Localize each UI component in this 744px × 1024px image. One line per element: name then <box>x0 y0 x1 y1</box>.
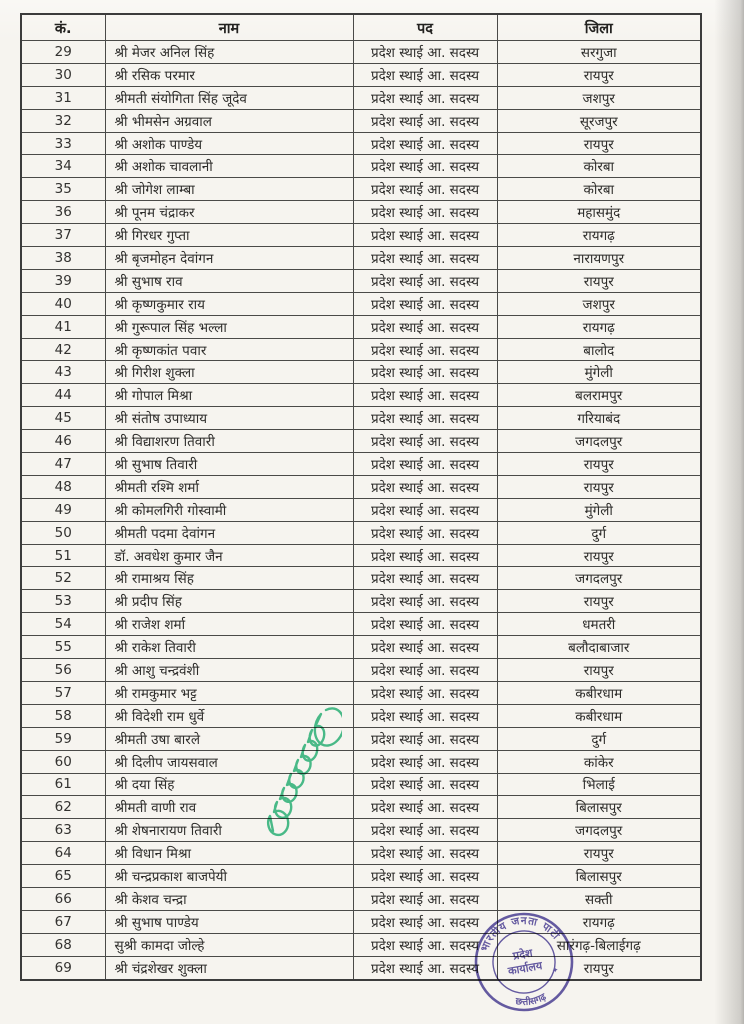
table-row <box>21 956 701 979</box>
table-row <box>21 681 701 704</box>
cell-district: बिलासपुर <box>497 796 701 819</box>
cell-post: प्रदेश स्थाई आ. सदस्य <box>353 453 497 476</box>
cell-name: श्री गिरधर गुप्ता <box>105 224 353 247</box>
cell-no: 54 <box>21 613 105 636</box>
cell-district: रायपुर <box>497 269 701 292</box>
cell-post: प्रदेश स्थाई आ. सदस्य <box>353 361 497 384</box>
cell-no: 43 <box>21 361 105 384</box>
cell-district: रायगढ़ <box>497 910 701 933</box>
cell-post: प्रदेश स्थाई आ. सदस्य <box>353 567 497 590</box>
table-row <box>21 590 701 613</box>
cell-post: प्रदेश स्थाई आ. सदस्य <box>353 865 497 888</box>
member-table <box>20 13 702 981</box>
cell-name: श्रीमती वाणी राव <box>105 796 353 819</box>
table-row <box>21 842 701 865</box>
cell-no: 69 <box>21 956 105 979</box>
cell-name: श्री चंद्रशेखर शुक्ला <box>105 956 353 979</box>
cell-name: श्री राजेश शर्मा <box>105 613 353 636</box>
table-row <box>21 910 701 933</box>
cell-name: डॉ. अवधेश कुमार जैन <box>105 544 353 567</box>
stamp-center-line2: कार्यालय <box>507 959 544 978</box>
cell-name: श्री राकेश तिवारी <box>105 636 353 659</box>
cell-district: मुंगेली <box>497 361 701 384</box>
cell-post: प्रदेश स्थाई आ. सदस्य <box>353 132 497 155</box>
cell-district: कोरबा <box>497 178 701 201</box>
cell-name: श्री संतोष उपाध्याय <box>105 407 353 430</box>
cell-no: 56 <box>21 659 105 682</box>
cell-district: सक्ती <box>497 887 701 910</box>
cell-no: 47 <box>21 453 105 476</box>
cell-post: प्रदेश स्थाई आ. सदस्य <box>353 178 497 201</box>
cell-name: श्री मेजर अनिल सिंह <box>105 41 353 64</box>
cell-district: रायगढ़ <box>497 224 701 247</box>
cell-district: जगदलपुर <box>497 567 701 590</box>
cell-district: कबीरधाम <box>497 681 701 704</box>
cell-name: श्री भीमसेन अग्रवाल <box>105 109 353 132</box>
table-row <box>21 155 701 178</box>
cell-post: प्रदेश स्थाई आ. सदस्य <box>353 247 497 270</box>
cell-name: श्री विदेशी राम धुर्वे <box>105 704 353 727</box>
cell-district: रायपुर <box>497 63 701 86</box>
cell-post: प्रदेश स्थाई आ. सदस्य <box>353 41 497 64</box>
cell-district: सरगुजा <box>497 41 701 64</box>
cell-no: 59 <box>21 727 105 750</box>
cell-name: श्री पूनम चंद्राकर <box>105 201 353 224</box>
table-row <box>21 361 701 384</box>
header-district: जिला <box>497 14 701 41</box>
cell-post: प्रदेश स्थाई आ. सदस्य <box>353 773 497 796</box>
cell-no: 63 <box>21 819 105 842</box>
cell-no: 62 <box>21 796 105 819</box>
table-row <box>21 338 701 361</box>
table-row <box>21 453 701 476</box>
cell-no: 40 <box>21 292 105 315</box>
table-row <box>21 659 701 682</box>
cell-post: प्रदेश स्थाई आ. सदस्य <box>353 430 497 453</box>
member-table-header <box>21 14 701 41</box>
cell-post: प्रदेश स्थाई आ. सदस्य <box>353 613 497 636</box>
cell-district: भिलाई <box>497 773 701 796</box>
cell-no: 35 <box>21 178 105 201</box>
cell-district: रायपुर <box>497 842 701 865</box>
cell-no: 55 <box>21 636 105 659</box>
cell-no: 68 <box>21 933 105 956</box>
cell-name: श्रीमती उषा बारले <box>105 727 353 750</box>
cell-post: प्रदेश स्थाई आ. सदस्य <box>353 498 497 521</box>
cell-no: 38 <box>21 247 105 270</box>
cell-no: 45 <box>21 407 105 430</box>
cell-district: बलौदाबाजार <box>497 636 701 659</box>
cell-name: श्री सुभाष राव <box>105 269 353 292</box>
cell-district: रायपुर <box>497 659 701 682</box>
cell-no: 32 <box>21 109 105 132</box>
table-row <box>21 41 701 64</box>
cell-district: रायपुर <box>497 453 701 476</box>
cell-district: गरियाबंद <box>497 407 701 430</box>
table-row <box>21 933 701 956</box>
cell-name: श्री विधान मिश्रा <box>105 842 353 865</box>
table-row <box>21 269 701 292</box>
cell-post: प्रदेश स्थाई आ. सदस्य <box>353 338 497 361</box>
cell-district: जगदलपुर <box>497 819 701 842</box>
cell-district: सूरजपुर <box>497 109 701 132</box>
cell-post: प्रदेश स्थाई आ. सदस्य <box>353 796 497 819</box>
cell-post: प्रदेश स्थाई आ. सदस्य <box>353 750 497 773</box>
cell-name: श्रीमती संयोगिता सिंह जूदेव <box>105 86 353 109</box>
header-name: नाम <box>105 14 353 41</box>
cell-name: श्री कोमलगिरी गोस्वामी <box>105 498 353 521</box>
cell-district: रायपुर <box>497 132 701 155</box>
table-row <box>21 773 701 796</box>
cell-post: प्रदेश स्थाई आ. सदस्य <box>353 155 497 178</box>
table-row <box>21 567 701 590</box>
cell-no: 37 <box>21 224 105 247</box>
table-row <box>21 86 701 109</box>
cell-no: 66 <box>21 887 105 910</box>
cell-name: श्री जोगेश लाम्बा <box>105 178 353 201</box>
cell-district: सारंगढ़-बिलाईगढ़ <box>497 933 701 956</box>
cell-post: प्रदेश स्थाई आ. सदस्य <box>353 521 497 544</box>
cell-post: प्रदेश स्थाई आ. सदस्य <box>353 86 497 109</box>
cell-no: 61 <box>21 773 105 796</box>
table-row <box>21 63 701 86</box>
cell-name: श्रीमती पदमा देवांगन <box>105 521 353 544</box>
cell-no: 39 <box>21 269 105 292</box>
cell-district: जगदलपुर <box>497 430 701 453</box>
table-row <box>21 178 701 201</box>
table-row <box>21 636 701 659</box>
cell-no: 50 <box>21 521 105 544</box>
table-row <box>21 704 701 727</box>
cell-post: प्रदेश स्थाई आ. सदस्य <box>353 407 497 430</box>
cell-name: श्री रामाश्रय सिंह <box>105 567 353 590</box>
table-row <box>21 407 701 430</box>
cell-name: श्री दया सिंह <box>105 773 353 796</box>
cell-no: 67 <box>21 910 105 933</box>
cell-no: 34 <box>21 155 105 178</box>
cell-post: प्रदेश स्थाई आ. सदस्य <box>353 704 497 727</box>
header-row <box>21 14 701 41</box>
cell-post: प्रदेश स्थाई आ. सदस्य <box>353 681 497 704</box>
table-row <box>21 750 701 773</box>
cell-name: श्री सुभाष पाण्डेय <box>105 910 353 933</box>
cell-name: श्री अशोक चावलानी <box>105 155 353 178</box>
cell-no: 31 <box>21 86 105 109</box>
cell-name: श्री आशु चन्द्रवंशी <box>105 659 353 682</box>
table-row <box>21 544 701 567</box>
cell-name: श्री अशोक पाण्डेय <box>105 132 353 155</box>
table-row <box>21 521 701 544</box>
table-row <box>21 865 701 888</box>
cell-post: प्रदेश स्थाई आ. सदस्य <box>353 956 497 979</box>
cell-no: 46 <box>21 430 105 453</box>
cell-post: प्रदेश स्थाई आ. सदस्य <box>353 384 497 407</box>
header-post: पद <box>353 14 497 41</box>
cell-name: श्री कृष्णकुमार राय <box>105 292 353 315</box>
cell-post: प्रदेश स्थाई आ. सदस्य <box>353 292 497 315</box>
cell-no: 30 <box>21 63 105 86</box>
cell-district: रायपुर <box>497 475 701 498</box>
cell-name: श्री रामकुमार भट्ट <box>105 681 353 704</box>
cell-no: 48 <box>21 475 105 498</box>
cell-district: कबीरधाम <box>497 704 701 727</box>
cell-post: प्रदेश स्थाई आ. सदस्य <box>353 590 497 613</box>
cell-name: सुश्री कामदा जोल्हे <box>105 933 353 956</box>
member-table-body <box>21 41 701 980</box>
table-row <box>21 727 701 750</box>
cell-no: 36 <box>21 201 105 224</box>
cell-post: प्रदेश स्थाई आ. सदस्य <box>353 636 497 659</box>
cell-district: बालोद <box>497 338 701 361</box>
cell-post: प्रदेश स्थाई आ. सदस्य <box>353 659 497 682</box>
cell-name: श्री सुभाष तिवारी <box>105 453 353 476</box>
cell-no: 60 <box>21 750 105 773</box>
table-row <box>21 224 701 247</box>
cell-district: रायपुर <box>497 590 701 613</box>
cell-name: श्री केशव चन्द्रा <box>105 887 353 910</box>
cell-district: नारायणपुर <box>497 247 701 270</box>
cell-name: श्री दिलीप जायसवाल <box>105 750 353 773</box>
cell-district: धमतरी <box>497 613 701 636</box>
cell-no: 44 <box>21 384 105 407</box>
cell-post: प्रदेश स्थाई आ. सदस्य <box>353 842 497 865</box>
table-row <box>21 247 701 270</box>
cell-district: मुंगेली <box>497 498 701 521</box>
cell-name: श्री गोपाल मिश्रा <box>105 384 353 407</box>
cell-no: 49 <box>21 498 105 521</box>
cell-post: प्रदेश स्थाई आ. सदस्य <box>353 63 497 86</box>
cell-name: श्री चन्द्रप्रकाश बाजपेयी <box>105 865 353 888</box>
table-row <box>21 109 701 132</box>
cell-post: प्रदेश स्थाई आ. सदस्य <box>353 201 497 224</box>
cell-post: प्रदेश स्थाई आ. सदस्य <box>353 315 497 338</box>
cell-no: 64 <box>21 842 105 865</box>
cell-no: 65 <box>21 865 105 888</box>
cell-name: श्रीमती रश्मि शर्मा <box>105 475 353 498</box>
cell-no: 58 <box>21 704 105 727</box>
table-row <box>21 475 701 498</box>
cell-district: दुर्ग <box>497 521 701 544</box>
cell-name: श्री शेषनारायण तिवारी <box>105 819 353 842</box>
cell-post: प्रदेश स्थाई आ. सदस्य <box>353 819 497 842</box>
cell-post: प्रदेश स्थाई आ. सदस्य <box>353 727 497 750</box>
stamp-center-line1: प्रदेश <box>511 946 534 963</box>
cell-district: रायपुर <box>497 956 701 979</box>
cell-district: महासमुंद <box>497 201 701 224</box>
cell-district: बलरामपुर <box>497 384 701 407</box>
stamp-ring-text-top: भारतीय जनता पार्टी <box>478 914 563 954</box>
cell-no: 52 <box>21 567 105 590</box>
cell-district: जशपुर <box>497 86 701 109</box>
table-row <box>21 613 701 636</box>
cell-district: कोरबा <box>497 155 701 178</box>
cell-post: प्रदेश स्थाई आ. सदस्य <box>353 109 497 132</box>
cell-post: प्रदेश स्थाई आ. सदस्य <box>353 224 497 247</box>
stamp-star-icon: ✦ <box>551 965 560 976</box>
table-row <box>21 887 701 910</box>
table-row <box>21 430 701 453</box>
cell-no: 42 <box>21 338 105 361</box>
table-row <box>21 132 701 155</box>
cell-post: प्रदेश स्थाई आ. सदस्य <box>353 887 497 910</box>
table-row <box>21 315 701 338</box>
cell-post: प्रदेश स्थाई आ. सदस्य <box>353 933 497 956</box>
cell-name: श्री गुरूपाल सिंह भल्ला <box>105 315 353 338</box>
cell-district: रायपुर <box>497 544 701 567</box>
table-row <box>21 796 701 819</box>
cell-district: रायगढ़ <box>497 315 701 338</box>
cell-district: कांकेर <box>497 750 701 773</box>
cell-no: 57 <box>21 681 105 704</box>
cell-no: 29 <box>21 41 105 64</box>
cell-name: श्री रसिक परमार <box>105 63 353 86</box>
cell-post: प्रदेश स्थाई आ. सदस्य <box>353 910 497 933</box>
cell-name: श्री कृष्णकांत पवार <box>105 338 353 361</box>
cell-no: 51 <box>21 544 105 567</box>
cell-district: जशपुर <box>497 292 701 315</box>
table-row <box>21 819 701 842</box>
cell-post: प्रदेश स्थाई आ. सदस्य <box>353 269 497 292</box>
cell-name: श्री गिरीश शुक्ला <box>105 361 353 384</box>
cell-no: 53 <box>21 590 105 613</box>
cell-no: 41 <box>21 315 105 338</box>
stamp-ring-text-bottom: छत्तीसगढ़ <box>514 991 549 1009</box>
cell-district: बिलासपुर <box>497 865 701 888</box>
header-serial: कं. <box>21 14 105 41</box>
cell-no: 33 <box>21 132 105 155</box>
cell-post: प्रदेश स्थाई आ. सदस्य <box>353 544 497 567</box>
table-row <box>21 498 701 521</box>
cell-name: श्री प्रदीप सिंह <box>105 590 353 613</box>
cell-post: प्रदेश स्थाई आ. सदस्य <box>353 475 497 498</box>
table-row <box>21 384 701 407</box>
cell-name: श्री विद्याशरण तिवारी <box>105 430 353 453</box>
table-row <box>21 201 701 224</box>
table-row <box>21 292 701 315</box>
cell-district: दुर्ग <box>497 727 701 750</box>
cell-name: श्री बृजमोहन देवांगन <box>105 247 353 270</box>
